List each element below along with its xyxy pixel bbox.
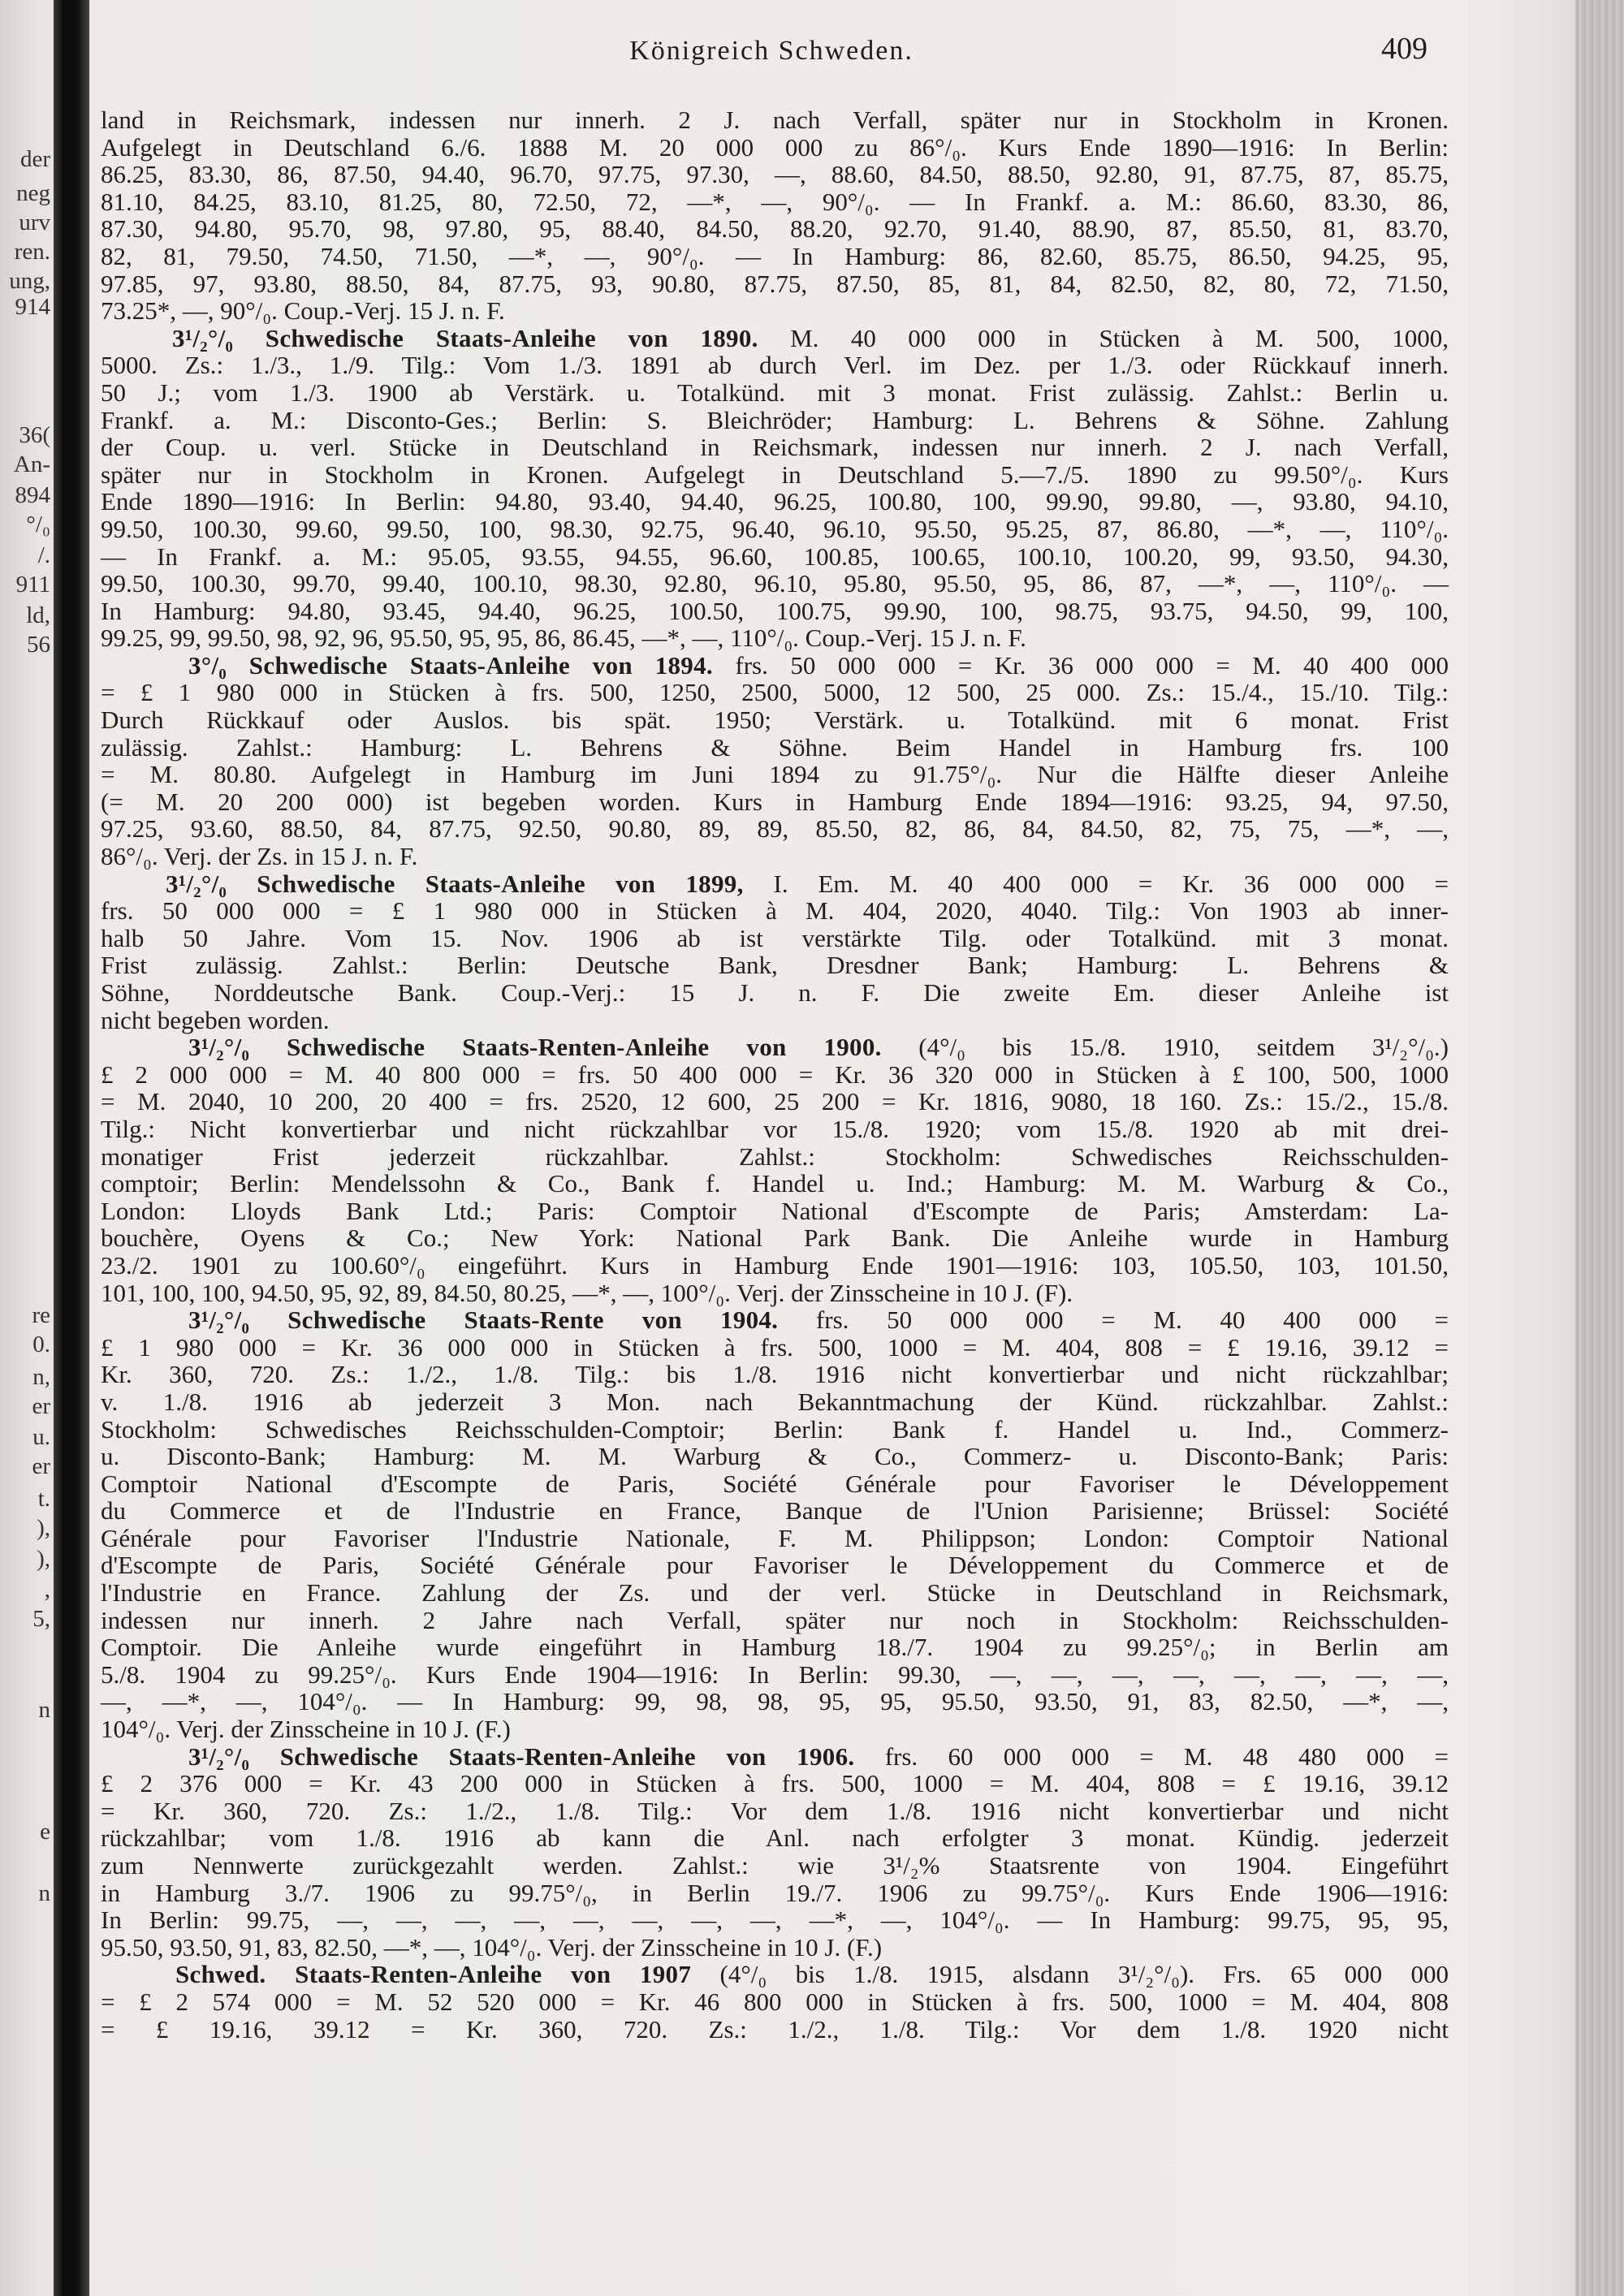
line-text: = M. 80.80. Aufgelegt in Hamburg im Juni 1894 zu 91.75°/₀. Nur die Hälfte dieser Anleihe [101,760,1449,789]
text-line [101,461,1449,489]
margin-fragment: °/₀ [26,511,50,537]
bond-title: 3¹/₂°/₀ Schwedische Staats-Anleihe von 1890. [172,323,758,352]
line-text: l'Industrie en France. Zahlung der Zs. und der verl. Stücke in Deutschland in Reichsmark, [101,1578,1449,1608]
text-line [101,1007,1449,1034]
line-text: v. 1./8. 1916 ab jederzeit 3 Mon. nach Bekanntmachung der Künd. rückzahlbar. Zahlst.: [101,1387,1449,1416]
text-line [101,734,1449,762]
line-text: Ende 1890—1916: In Berlin: 94.80, 93.40, 94.40, 96.25, 100.80, 100, 99.90, 99.80, —, 93.80, 94.10, [101,487,1449,516]
text-line [101,243,1449,270]
book-binding-shadow [54,0,89,2296]
text-line [101,1198,1449,1225]
line-text: Tilg.: Nicht konvertierbar und nicht rückzahlbar vor 15./8. 1920; vom 15./8. 1920 ab mit drei- [101,1114,1449,1143]
line-text: = £ 2 574 000 = M. 52 520 000 = Kr. 46 800 000 in Stücken à frs. 500, 1000 = M. 404, 808 [101,1987,1449,2016]
margin-fragment: ), [37,1515,50,1541]
text-line [101,706,1449,734]
line-text: land in Reichsmark, indessen nur innerh. 2 J. nach Verfall, später nur in Stockholm in Kronen. [101,106,1449,134]
text-line [101,1552,1449,1579]
line-text: später nur in Stockholm in Kronen. Aufgelegt in Deutschland 5.—7./5. 1890 zu 99.50°/₀. Kurs [101,460,1449,489]
bond-title: 3°/₀ Schwedische Staats-Anleihe von 1894. [188,650,713,680]
line-text: Kr. 360, 720. Zs.: 1./2., 1./8. Tilg.: bis 1./8. 1916 nicht konvertierbar und nicht rückzahlbar; [101,1360,1449,1389]
line-text: rückzahlbar; vom 1./8. 1916 ab kann die Anl. nach erfolgter 3 monat. Kündig. jederzeit [101,1823,1449,1853]
line-text: (4°/₀ bis 15./8. 1910, seitdem 3¹/₂°/₀.) [881,1033,1449,1062]
previous-page-margin-fragments [0,0,54,2296]
text-line [101,1088,1449,1116]
text-line [101,1661,1449,1689]
text-line [101,188,1449,216]
text-line [101,979,1449,1007]
entry-heading-line [101,325,1449,352]
text-line [101,1770,1449,1798]
line-text: Frankf. a. M.: Disconto-Ges.; Berlin: S. Bleichröder; Hamburg: L. Behrens & Söhne. Zahlung [101,405,1449,434]
text-line [101,925,1449,952]
line-text: 82, 81, 79.50, 74.50, 71.50, —*, —, 90°/₀. — In Hamburg: 86, 82.60, 85.75, 86.50, 94.25, 95, [101,241,1449,270]
text-line [101,2016,1449,2044]
line-text: 5000. Zs.: 1./3., 1./9. Tilg.: Vom 1./3. 1891 ab durch Verl. im Dez. per 1./3. oder Rückkauf innerh. [101,351,1449,380]
text-line [101,1143,1449,1171]
text-line [101,570,1449,598]
line-text: frs. 50 000 000 = Kr. 36 000 000 = M. 40 400 000 [712,650,1449,680]
text-line [101,952,1449,979]
text-line [101,788,1449,816]
margin-fragment: 5, [32,1606,50,1632]
line-text: £ 2 000 000 = M. 40 800 000 = frs. 50 400 000 = Kr. 36 320 000 in Stücken à £ 100, 500, 1000 [101,1060,1449,1089]
line-text: 97.25, 93.60, 88.50, 84, 87.75, 92.50, 90.80, 89, 89, 85.50, 82, 86, 84, 84.50, 82, 75, 75, —*, —, [101,814,1449,844]
line-text: (4°/₀ bis 1./8. 1915, alsdann 3¹/₂°/₀). Frs. 65 000 000 [691,1960,1449,1989]
text-line [101,679,1449,706]
margin-fragment: 894 [15,482,50,508]
line-text: 5./8. 1904 zu 99.25°/₀. Kurs Ende 1904—1916: In Berlin: 99.30, —, —, —, —, —, —, —, —, [101,1659,1449,1689]
line-text: Frist zulässig. Zahlst.: Berlin: Deutsche Bank, Dresdner Bank; Hamburg: L. Behrens & [101,951,1449,980]
line-text: In Berlin: 99.75, —, —, —, —, —, —, —, —, —*, —, 104°/₀. — In Hamburg: 99.75, 95, 95, [101,1905,1449,1935]
line-text: Générale pour Favoriser l'Industrie Nationale, F. M. Philippson; London: Comptoir National [101,1523,1449,1552]
bond-title: 3¹/₂°/₀ Schwedische Staats-Renten-Anleihe von 1906. [188,1741,855,1771]
line-text: Söhne, Norddeutsche Bank. Coup.-Verj.: 15 J. n. F. Die zweite Em. dieser Anleihe ist [101,978,1449,1007]
text-line [101,1607,1449,1634]
text-line [101,1443,1449,1470]
line-text: Comptoir. Die Anleihe wurde eingeführt in Hamburg 18./7. 1904 zu 99.25°/₀; in Berlin am [101,1633,1449,1662]
line-text: = £ 1 980 000 in Stücken à frs. 500, 1250, 2500, 5000, 12 500, 25 000. Zs.: 15./4., 15./10. Tilg.: [101,678,1449,707]
line-text: = £ 19.16, 39.12 = Kr. 360, 720. Zs.: 1./2., 1./8. Tilg.: Vor dem 1./8. 1920 nicht [101,2014,1449,2044]
line-text: £ 1 980 000 = Kr. 36 000 000 in Stücken à frs. 500, 1000 = M. 404, 808 = £ 19.16, 39.12 = [101,1332,1449,1362]
line-text: In Hamburg: 94.80, 93.45, 94.40, 96.25, 100.50, 100.75, 99.90, 100, 98.75, 93.75, 94.50, 99, 100, [101,596,1449,625]
text-line [101,761,1449,788]
line-text: Aufgelegt in Deutschland 6./6. 1888 M. 20 000 000 zu 86°/₀. Kurs Ende 1890—1916: In Berlin: [101,132,1449,162]
text-line [101,1988,1449,2016]
entry-heading-line [101,1306,1449,1334]
text-line [101,297,1449,325]
line-text: 23./2. 1901 zu 100.60°/₀ eingeführt. Kurs in Hamburg Ende 1901—1916: 103, 105.50, 103, 101.50, [101,1250,1449,1280]
line-text: 50 J.; vom 1./3. 1900 ab Verstärk. u. Totalkünd. mit 3 monat. Frist zulässig. Zahlst.: Berlin u. [101,378,1449,407]
text-line [101,1634,1449,1661]
entry-heading-line [101,870,1449,898]
text-line [101,106,1449,134]
text-line [101,1061,1449,1089]
text-line [101,598,1449,625]
line-text: Stockholm: Schwedisches Reichsschulden-Comptoir; Berlin: Bank f. Handel u. Ind., Commerz- [101,1414,1449,1444]
text-line [101,1906,1449,1934]
text-line [101,1525,1449,1552]
margin-fragment: re [32,1302,50,1328]
line-text: 73.25*, —, 90°/₀. Coup.-Verj. 15 J. n. F. [101,296,505,326]
margin-fragment: ld, [26,602,50,628]
entry-heading-line [101,1034,1449,1061]
line-text: zulässig. Zahlst.: Hamburg: L. Behrens & Söhne. Beim Handel in Hamburg frs. 100 [101,732,1449,762]
text-line [101,1116,1449,1143]
text-line [101,1688,1449,1716]
margin-fragment: An- [13,451,50,477]
text-line [101,1252,1449,1280]
line-text: bouchère, Oyens & Co.; New York: National Park Bank. Die Anleihe wurde in Hamburg [101,1224,1449,1253]
bond-title: 3¹/₂°/₀ Schwedische Staats-Renten-Anleihe von 1900. [188,1033,882,1062]
bond-title: 3¹/₂°/₀ Schwedische Staats-Anleihe von 1899, [166,869,744,898]
text-line [101,215,1449,243]
text-line [101,1824,1449,1852]
text-line [101,1388,1449,1416]
text-line [101,1470,1449,1498]
line-text: 99.25, 99, 99.50, 98, 92, 96, 95.50, 95, 95, 86, 86.45, —*, —, 110°/₀. Coup.-Verj. 15 J. n. F. [101,624,1026,653]
line-text: = M. 2040, 10 200, 20 400 = frs. 2520, 12 600, 25 200 = Kr. 1816, 9080, 18 160. Zs.: 15./2., 15./8. [101,1087,1449,1116]
text-line [101,270,1449,298]
line-text: der Coup. u. verl. Stücke in Deutschland in Reichsmark, indessen nur innerh. 2 J. nach Verfall, [101,433,1449,462]
margin-fragment: 914 [15,294,50,320]
line-text: du Commerce et de l'Industrie en France, Banque de l'Union Parisienne; Brüssel: Société [101,1496,1449,1526]
line-text: (= M. 20 200 000) ist begeben worden. Kurs in Hamburg Ende 1894—1916: 93.25, 94, 97.50, [101,787,1449,816]
line-text: u. Disconto-Bank; Hamburg: M. M. Warburg & Co., Commerz- u. Disconto-Bank; Paris: [101,1442,1449,1471]
line-text: 86°/₀. Verj. der Zs. in 15 J. n. F. [101,842,418,871]
text-line [101,488,1449,516]
entry-heading-line [101,652,1449,680]
margin-fragment: 56 [27,632,50,658]
line-text: 97.85, 97, 93.80, 88.50, 84, 87.75, 93, 90.80, 87.75, 87.50, 85, 81, 84, 82.50, 82, 80, 72, 71.50, [101,269,1449,298]
page-number: 409 [1381,32,1427,66]
margin-fragment: er [32,1453,50,1479]
text-line [101,1497,1449,1525]
line-text: 87.30, 94.80, 95.70, 98, 97.80, 95, 88.40, 84.50, 88.20, 92.70, 91.40, 88.90, 87, 85.50, 81, 83.70, [101,214,1449,244]
margin-fragment: er [32,1393,50,1419]
line-text: 95.50, 93.50, 91, 83, 82.50, —*, —, 104°/₀. Verj. der Zinsscheine in 10 J. (F.) [101,1932,883,1962]
text-line [101,1334,1449,1362]
text-line [101,161,1449,188]
margin-fragment: 911 [15,572,50,598]
margin-fragment: e [40,1819,50,1845]
line-text: frs. 60 000 000 = M. 48 480 000 = [854,1741,1449,1771]
line-text: 99.50, 100.30, 99.60, 99.50, 100, 98.30, 92.75, 96.40, 96.10, 95.50, 95.25, 87, 86.80, —*, —, 110°/₀. [101,514,1449,543]
text-line [101,379,1449,407]
text-line [101,624,1449,652]
line-text: zum Nennwerte zurückgezahlt werden. Zahlst.: wie 3¹/₂% Staatsrente von 1904. Eingeführt [101,1851,1449,1880]
text-line [101,843,1449,870]
margin-fragment: urv [19,209,50,235]
margin-fragment: /. [37,542,50,568]
line-text: in Hamburg 3./7. 1906 zu 99.75°/₀, in Berlin 19./7. 1906 zu 99.75°/₀. Kurs Ende 1906—1916: [101,1878,1449,1907]
text-line [101,1170,1449,1198]
text-line [101,1361,1449,1388]
margin-fragment: ), [37,1546,50,1572]
line-text: = Kr. 360, 720. Zs.: 1./2., 1./8. Tilg.: Vor dem 1./8. 1916 nicht konvertierbar und nicht [101,1796,1449,1825]
line-text: — In Frankf. a. M.: 95.05, 93.55, 94.55, 96.60, 100.85, 100.65, 100.10, 100.20, 99, 93.50, 94.30, [101,542,1449,571]
line-text: frs. 50 000 000 = M. 40 400 000 = [778,1306,1449,1335]
line-text: Comptoir National d'Escompte de Paris, Société Générale pour Favoriser le Développement [101,1469,1449,1498]
entry-heading-line [101,1961,1449,1988]
text-line [101,897,1449,925]
margin-fragment: u. [32,1424,50,1450]
text-line [101,407,1449,434]
margin-fragment: n, [32,1364,50,1390]
bond-title: Schwed. Staats-Renten-Anleihe von 1907 [175,1960,692,1989]
text-line [101,134,1449,162]
line-text: comptoir; Berlin: Mendelssohn & Co., Bank f. Handel u. Ind.; Hamburg: M. M. Warburg & Co., [101,1169,1449,1198]
document-body [101,106,1449,2043]
line-text: 104°/₀. Verj. der Zinsscheine in 10 J. (F.) [101,1715,511,1744]
line-text: 81.10, 84.25, 83.10, 81.25, 80, 72.50, 72, —*, —, 90°/₀. — In Frankf. a. M.: 86.60, 83.30, 86, [101,187,1449,216]
line-text: London: Lloyds Bank Ltd.; Paris: Comptoir National d'Escompte de Paris; Amsterdam: La- [101,1196,1449,1225]
line-text: Durch Rückkauf oder Auslos. bis spät. 1950; Verstärk. u. Totalkünd. mit 6 monat. Frist [101,706,1449,735]
line-text: 101, 100, 100, 94.50, 95, 92, 89, 84.50, 80.25, —*, —, 100°/₀. Verj. der Zinsscheine in 10 J. (F). [101,1278,1073,1307]
margin-fragment: der [19,146,50,172]
text-line [101,1579,1449,1607]
margin-fragment: 0. [32,1331,50,1357]
text-line [101,1798,1449,1825]
line-text: 86.25, 83.30, 86, 87.50, 94.40, 96.70, 97.75, 97.30, —, 88.60, 84.50, 88.50, 92.80, 91, 87.75, 87, 85.75, [101,160,1449,189]
line-text: I. Em. M. 40 400 000 = Kr. 36 000 000 = [743,869,1449,898]
margin-fragment: ren. [14,239,50,265]
text-line [101,1416,1449,1444]
page-edge-stack [1575,0,1624,2296]
line-text: nicht begeben worden. [101,1005,330,1034]
text-line [101,516,1449,543]
line-text: 99.50, 100.30, 99.70, 99.40, 100.10, 98.30, 92.80, 96.10, 95.80, 95.50, 95, 86, 87, —*, —, 110°/₀. — [101,569,1449,598]
text-line [101,1880,1449,1907]
text-line [101,1280,1449,1307]
line-text: indessen nur innerh. 2 Jahre nach Verfall, später nur noch in Stockholm: Reichsschulden- [101,1605,1449,1634]
margin-fragment: t. [37,1486,50,1512]
line-text: £ 2 376 000 = Kr. 43 200 000 in Stücken à frs. 500, 1000 = M. 404, 808 = £ 19.16, 39.12 [101,1769,1449,1798]
line-text: M. 40 000 000 in Stücken à M. 500, 1000, [758,323,1449,352]
line-text: halb 50 Jahre. Vom 15. Nov. 1906 ab ist verstärkte Tilg. oder Totalkünd. mit 3 monat. [101,923,1449,952]
margin-fragment: n [38,1880,50,1906]
margin-fragment: , [44,1577,50,1603]
entry-heading-line [101,1743,1449,1771]
line-text: frs. 50 000 000 = £ 1 980 000 in Stücken à M. 404, 2020, 4040. Tilg.: Von 1903 ab inner- [101,896,1449,926]
text-line [101,543,1449,571]
text-line [101,815,1449,843]
bond-title: 3¹/₂°/₀ Schwedische Staats-Rente von 1904. [188,1306,779,1335]
text-line [101,1852,1449,1880]
text-line [101,1934,1449,1962]
margin-fragment: neg [16,180,50,206]
line-text: d'Escompte de Paris, Société Générale pour Favoriser le Développement du Commerce et de [101,1551,1449,1580]
text-line [101,1224,1449,1252]
line-text: monatiger Frist jederzeit rückzahlbar. Zahlst.: Stockholm: Schwedisches Reichsschulden- [101,1142,1449,1171]
text-line [101,434,1449,461]
margin-fragment: n [38,1697,50,1723]
text-line [101,1716,1449,1743]
margin-fragment: ung, [9,268,50,294]
running-head: Königreich Schweden. [629,36,914,66]
line-text: —, —*, —, 104°/₀. — In Hamburg: 99, 98, 98, 95, 95, 95.50, 93.50, 91, 83, 82.50, —*, —, [101,1687,1449,1716]
text-line [101,352,1449,379]
margin-fragment: 36( [19,422,50,448]
